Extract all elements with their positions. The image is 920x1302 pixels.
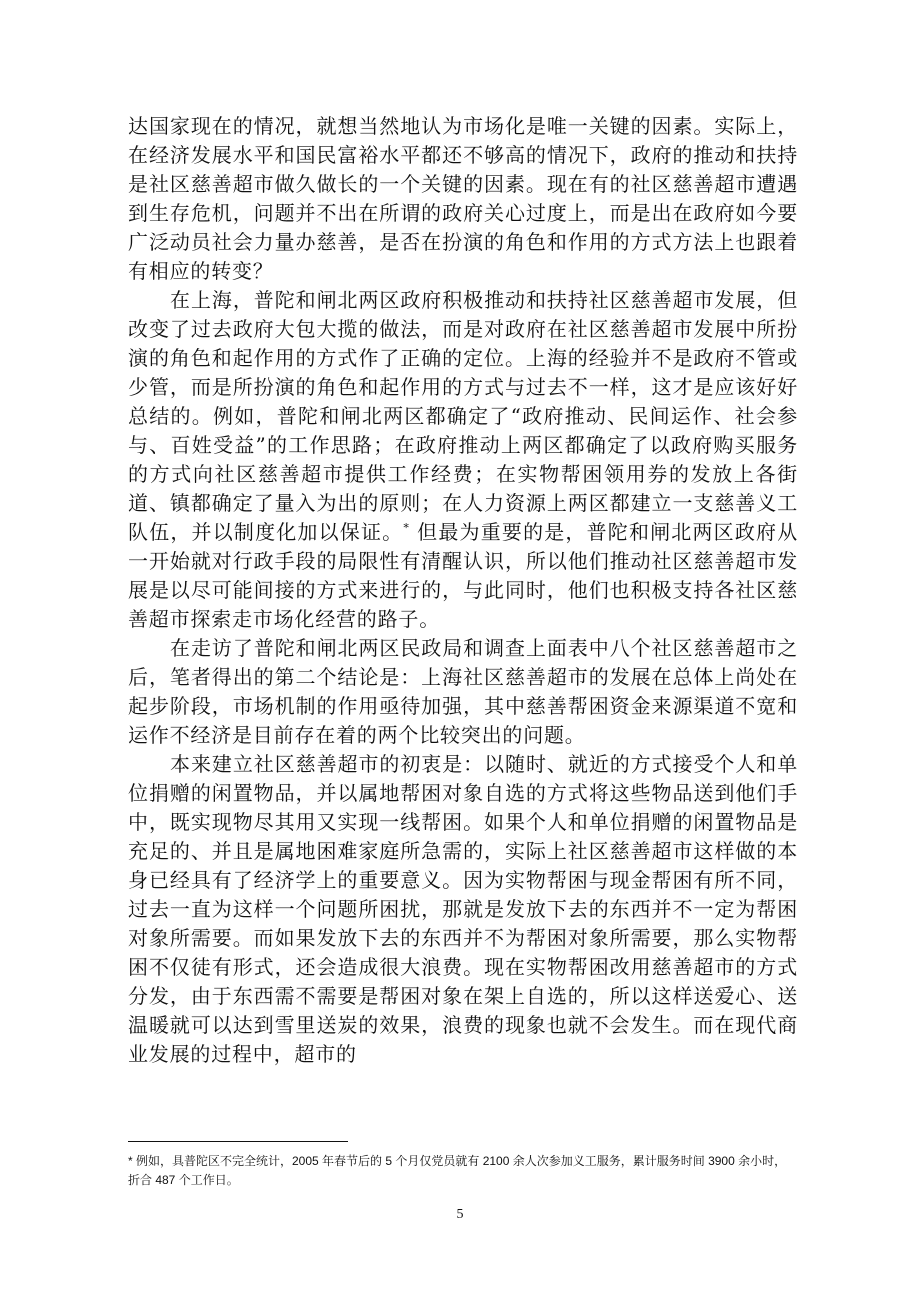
footnote-reference: *	[403, 521, 410, 535]
footnote-separator	[128, 1141, 348, 1142]
paragraph-3-text: 在走访了普陀和闸北两区民政局和调查上面表中八个社区慈善超市之后，笔者得出的第二个结论是：上海社区慈善超市的发展在总体上尚处在起步阶段，市场机制的作用亟待加强，其中慈善帮困资金来源渠道不宽和运作不经济是目前存在着的两个比较突出的问题。	[128, 636, 798, 747]
page-number: 5	[456, 1207, 464, 1222]
paragraph-1	[128, 112, 798, 286]
paragraph-3	[128, 634, 798, 750]
paragraph-1-text: 达国家现在的情况，就想当然地认为市场化是唯一关键的因素。实际上，在经济发展水平和国民富裕水平都还不够高的情况下，政府的推动和扶持是社区慈善超市做久做长的一个关键的因素。现在有的社区慈善超市遭遇到生存危机，问题并不出在所谓的政府关心过度上，而是出在政府如今要广泛动员社会力量办慈善，是否在扮演的角色和作用的方式方法上也跟着有相应的转变？	[128, 114, 798, 283]
paragraph-2	[128, 286, 798, 634]
paragraph-4	[128, 750, 798, 1069]
paragraph-4-text: 本来建立社区慈善超市的初衷是：以随时、就近的方式接受个人和单位捐赠的闲置物品，并以属地帮困对象自选的方式将这些物品送到他们手中，既实现物尽其用又实现一线帮困。如果个人和单位捐赠的闲置物品是充足的、并且是属地困难家庭所急需的，实际上社区慈善超市这样做的本身已经具有了经济学上的重要意义。因为实物帮困与现金帮困有所不同，过去一直为这样一个问题所困扰，那就是发放下去的东西并不一定为帮困对象所需要。而如果发放下去的东西并不为帮困对象所需要，那么实物帮困不仅徒有形式，还会造成很大浪费。现在实物帮困改用慈善超市的方式分发，由于东西需不需要是帮困对象在架上自选的，所以这样送爱心、送温暖就可以达到雪里送炭的效果，浪费的现象也就不会发生。而在现代商业发展的过程中，超市的	[128, 752, 798, 1066]
footnote	[128, 1152, 798, 1190]
footnote-text: * 例如，具普陀区不完全统计，2005 年春节后的 5 个月仅党员就有 2100 余人次参加义工服务，累计服务时间 3900 余小时，折合 487 个工作日。	[128, 1154, 787, 1187]
body-text	[128, 112, 798, 1069]
paragraph-2-text-continued: 但最为重要的是，普陀和闸北两区政府从一开始就对行政手段的局限性有清醒认识，所以他们推动社区慈善超市发展是以尽可能间接的方式来进行的，与此同时，他们也积极支持各社区慈善超市探索走市场化经营的路子。	[128, 520, 799, 631]
paragraph-2-text: 在上海，普陀和闸北两区政府积极推动和扶持社区慈善超市发展，但改变了过去政府大包大揽的做法，而是对政府在社区慈善超市发展中所扮演的角色和起作用的方式作了正确的定位。上海的经验并不是政府不管或少管，而是所扮演的角色和起作用的方式与过去不一样，这才是应该好好总结的。例如，普陀和闸北两区都确定了“政府推动、民间运作、社会参与、百姓受益”的工作思路；在政府推动上两区都确定了以政府购买服务的方式向社区慈善超市提供工作经费；在实物帮困领用券的发放上各街道、镇都确定了量入为出的原则；在人力资源上两区都建立一支慈善义工队伍，并以制度化加以保证。	[128, 288, 798, 544]
